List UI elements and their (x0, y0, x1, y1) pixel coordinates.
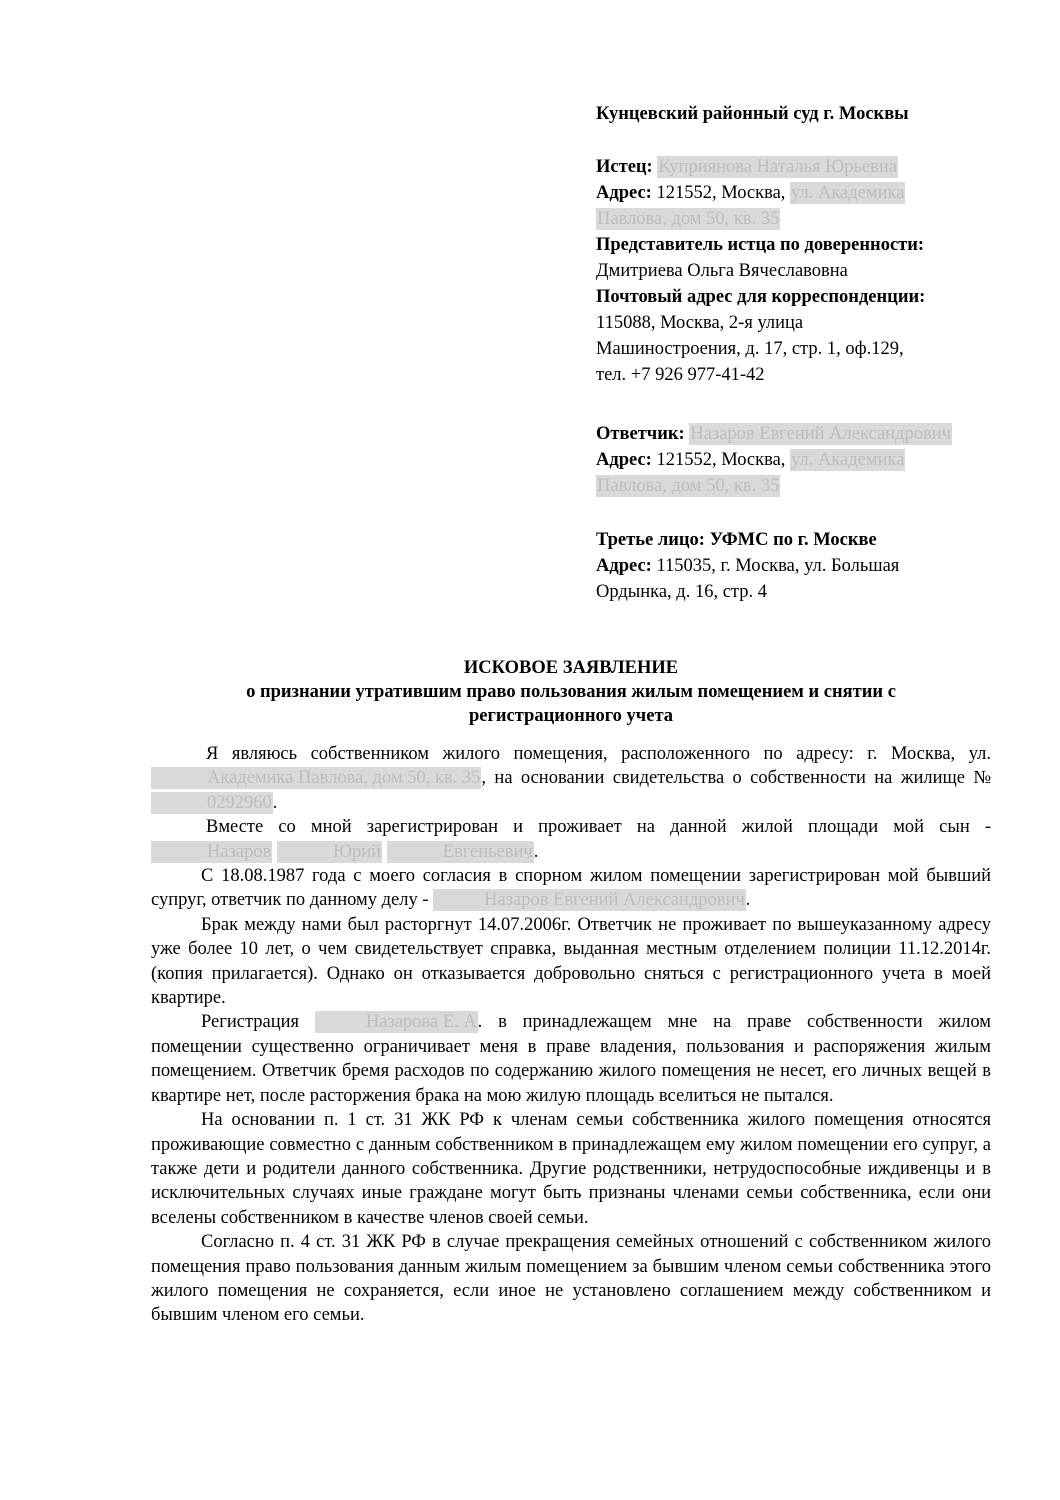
title-line-3: регистрационного учета (468, 706, 674, 726)
paragraph-5 (151, 1010, 991, 1108)
p3-redacted-defendant: Назаров Евгений Александрович (433, 889, 746, 911)
paragraph-4: Брак между нами был расторгнут 14.07.2006г. Ответчик не проживает по вышеуказанному адресу уже более 10 лет, о чем свидетельствует справка, выданная местным отделением полиции 11.12.2014г. (копия прилагается). Однако он отказывается добровольно сняться с регистрационного учета в моей квартире. (151, 914, 991, 1009)
plaintiff-address-redacted-1: ул. Академика (791, 183, 905, 203)
p2-redacted-surname: Назаров (151, 841, 272, 863)
p5-text-b: . в принадлежащем мне на праве собственности жилом помещении существенно ограничивает меня в праве владения, пользования и распоряжения жилым помещением. Ответчик бремя расходов по содержанию жилого помещения не несет, его личных вещей в квартире нет, после расторжения брака на мою жилую площадь вселиться не пытался. (151, 1012, 991, 1106)
p2-text-b: . (533, 841, 539, 862)
plaintiff-name-redacted: Куприянова Наталья Юрьевна (658, 157, 897, 177)
third-party-address-line-1: 115035, г. Москва, ул. Большая (656, 556, 900, 576)
p5-redacted-defendant: Назарова Е. А (315, 1011, 478, 1033)
plaintiff-address-label: Адрес: (596, 183, 652, 203)
third-party-label: Третье лицо: УФМС по г. Москве (596, 530, 877, 550)
p1-text-a: Я являюсь собственником жилого помещения, расположенного по адресу: г. Москва, ул. (206, 744, 991, 764)
representative-name: Дмитриева Ольга Вячеславовна (596, 261, 848, 281)
p1-redacted-address: Академика Павлова, дом 50, кв. 35 (151, 767, 481, 789)
p5-text-a: Регистрация (201, 1012, 315, 1033)
paragraph-2 (151, 815, 991, 864)
mail-address-line-2: Машиностроения, д. 17, стр. 1, оф.129, (596, 339, 904, 359)
title-line-1: ИСКОВОЕ ЗАЯВЛЕНИЕ (463, 658, 679, 678)
representative-phone: тел. +7 926 977-41-42 (596, 365, 765, 385)
p2-text-a: Вместе со мной зарегистрирован и проживает на данной жилой площади мой сын - (206, 817, 991, 838)
court-block (596, 101, 1036, 127)
document-title (150, 656, 992, 728)
p3-text-a: С 18.08.1987 года с моего согласия в спорном жилом помещении зарегистрирован мой бывший супруг, ответчик по данному делу - (151, 866, 991, 911)
defendant-label: Ответчик: (596, 424, 685, 444)
representative-label: Представитель истца по доверенности: (596, 235, 925, 255)
paragraph-6: На основании п. 1 ст. 31 ЖК РФ к членам семьи собственника жилого помещения относятся проживающие совместно с данным собственником в принадлежащем ему жилом помещении его супруг, а также дети и родители данного собственника. Другие родственники, нетрудоспособные иждивенцы и в исключительных случаях иные граждане могут быть признаны членами семьи собственника, если они вселены собственником в качестве членов своей семьи. (151, 1110, 991, 1228)
p2-redacted-name: Юрий (277, 841, 382, 863)
third-party-block (596, 527, 1036, 605)
p2-redacted-patronymic: Евгеньевич (387, 841, 534, 863)
court-name: Кунцевский районный суд г. Москвы (596, 104, 909, 124)
third-party-address-label: Адрес: (596, 556, 652, 576)
defendant-address-redacted-2: Павлова, дом 50, кв. 35 (597, 476, 780, 496)
document-body (151, 742, 991, 1328)
p1-text-c: . (272, 792, 278, 813)
defendant-block (596, 421, 1036, 499)
plaintiff-label: Истец: (596, 157, 653, 177)
plaintiff-address-text: 121552, Москва, (656, 183, 786, 203)
p1-redacted-certificate: 0292960 (151, 792, 273, 814)
defendant-address-redacted-1: ул. Академика (791, 450, 905, 470)
plaintiff-block (596, 154, 1036, 388)
paragraph-1 (151, 742, 991, 815)
mail-address-line-1: 115088, Москва, 2-я улица (596, 313, 804, 333)
plaintiff-address-redacted-2: Павлова, дом 50, кв. 35 (597, 209, 780, 229)
paragraph-3 (151, 864, 991, 913)
p1-text-b: , на основании свидетельства о собственности на жилище № (481, 768, 991, 789)
p3-text-b: . (745, 890, 751, 911)
defendant-address-label: Адрес: (596, 450, 652, 470)
paragraph-7: Согласно п. 4 ст. 31 ЖК РФ в случае прекращения семейных отношений с собственником жилого помещения право пользования данным жилым помещением за бывшим членом семьи собственника этого жилого помещения не сохраняется, если иное не установлено соглашением между собственником и бывшим членом его семьи. (151, 1232, 991, 1326)
mail-address-label: Почтовый адрес для корреспонденции: (596, 287, 926, 307)
title-line-2: о признании утратившим право пользования жилым помещением и снятии с (246, 682, 896, 702)
third-party-address-line-2: Ордынка, д. 16, стр. 4 (596, 582, 767, 602)
defendant-address-text: 121552, Москва, (656, 450, 786, 470)
defendant-name-redacted: Назаров Евгений Александрович (690, 424, 951, 444)
